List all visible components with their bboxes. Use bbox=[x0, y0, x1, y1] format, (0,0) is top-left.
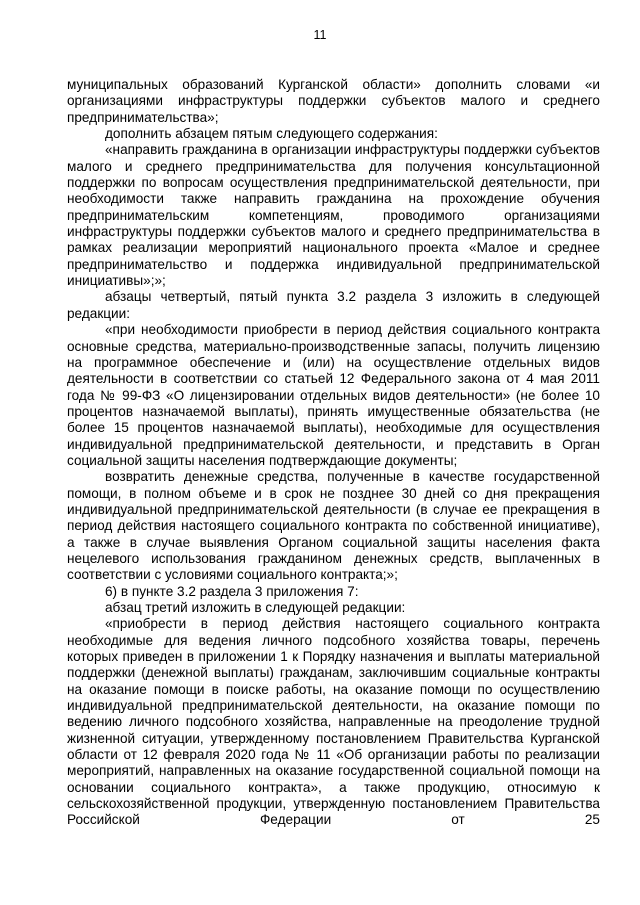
paragraph: «при необходимости приобрести в период действия социального контракта основные средства, материально-производственные запасы, получить лицензию на программное обеспечение и (или) на осуществление отдельных видов деятельности в соответствии со статьей 12 Федерального закона от 4 мая 2011 года № 99-ФЗ «О лицензировании отдельных видов деятельности» (не более 10 процентов назначаемой выплаты), принять имущественные обязательства (не более 15 процентов назначаемой выплаты), необходимые для осуществления индивидуальной предпринимательской деятельности, и представить в Орган социальной защиты населения подтверждающие документы; bbox=[67, 322, 600, 468]
paragraph: возвратить денежные средства, полученные в качестве государственной помощи, в полном объеме и в срок не позднее 30 дней со дня прекращения индивидуальной предпринимательской деятельности (в случае ее прекращения в период действия настоящего социального контракта по собственной инициативе), а также в случае выявления Органом социальной защиты населения факта нецелевого использования гражданином денежных средств, выплаченных в соответствии с условиями социального контракта;»; bbox=[67, 469, 600, 583]
paragraph: абзацы четвертый, пятый пункта 3.2 раздела 3 изложить в следующей редакции: bbox=[67, 289, 600, 321]
paragraph: дополнить абзацем пятым следующего содержания: bbox=[105, 126, 438, 142]
document-body bbox=[67, 77, 600, 829]
paragraph: «направить гражданина в организации инфраструктуры поддержки субъектов малого и среднего предпринимательства для получения консультационной поддержки по вопросам осуществления предпринимательской деятельности, при необходимости также направить гражданина на прохождение обучения предпринимательским компетенциям, проводимого организациями инфраструктуры поддержки субъектов малого и среднего предпринимательства в рамках реализации мероприятий национального проекта «Малое и среднее предпринимательство и поддержка индивидуальной предпринимательской инициативы»;»; bbox=[67, 142, 600, 289]
paragraph: «приобрести в период действия настоящего социального контракта необходимые для ведения личного подсобного хозяйства товары, перечень которых приведен в приложении 1 к Порядку назначения и выплаты материальной поддержки (денежной выплаты) гражданам, заключившим социальные контракты на оказание помощи в поиске работы, на оказание помощи по осуществлению индивидуальной предпринимательской деятельности, на оказание помощи по ведению личного подсобного хозяйства, направленные на преодоление трудной жизненной ситуации, утвержденному постановлением Правительства Курганской области от 12 февраля 2020 года № 11 «Об организации работы по реализации мероприятий, направленных на оказание государственной социальной помощи на основании социального контракта», а также продукцию, относимую к сельскохозяйственной продукции, утвержденную постановлением Правительства Российской Федерации от 25 bbox=[67, 616, 600, 828]
paragraph: муниципальных образований Курганской области» дополнить словами «и организациями инфраструктуры поддержки субъектов малого и среднего предпринимательства»; bbox=[67, 77, 600, 125]
page-number: 11 bbox=[313, 28, 327, 42]
paragraph: 6) в пункте 3.2 раздела 3 приложения 7: bbox=[105, 583, 359, 599]
paragraph: абзац третий изложить в следующей редакции: bbox=[105, 600, 406, 615]
